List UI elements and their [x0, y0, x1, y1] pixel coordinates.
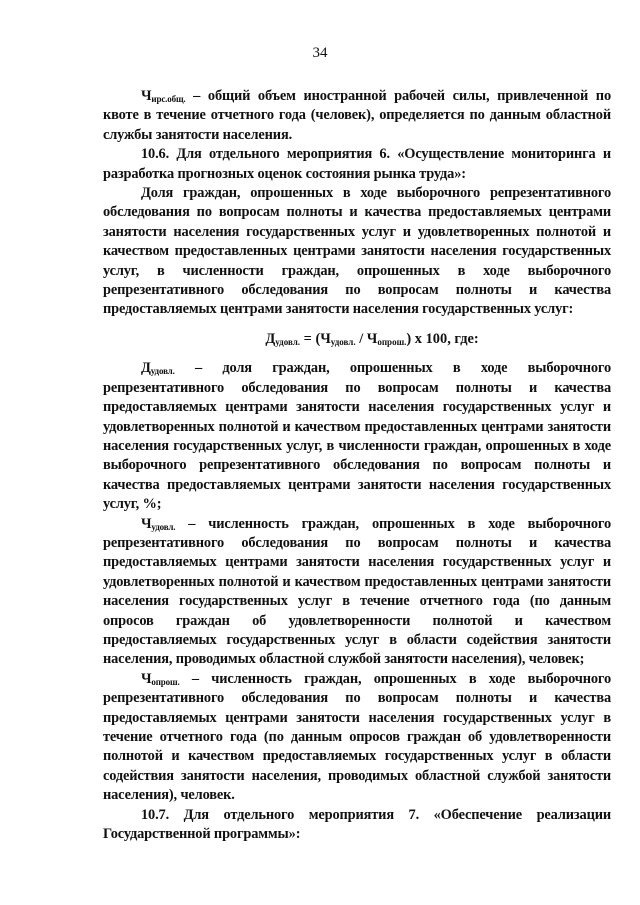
formula-eq-open: = (Ч: [300, 330, 331, 347]
paragraph-surveyed-count-definition: [103, 670, 611, 806]
term-subscript: удовл.: [151, 521, 176, 532]
paragraph-satisfied-count-definition: [103, 515, 611, 670]
term-symbol: Ч: [141, 88, 152, 104]
formula-slash: / Ч: [355, 330, 378, 347]
term-symbol: Д: [141, 360, 151, 377]
term-symbol: Ч: [141, 515, 152, 532]
paragraph-text: – общий объем иностранной рабочей силы, привлеченной по квоте в течение отчетного года (человек), определяется по данным областной службы занятости населения.: [103, 88, 611, 143]
formula: [103, 330, 611, 349]
term-symbol: Ч: [141, 670, 152, 687]
paragraph-share-definition: [103, 359, 611, 514]
page-number: 34: [312, 45, 328, 61]
document-body: [103, 87, 611, 844]
paragraph-section-10-6: 10.6. Для отдельного мероприятия 6. «Осуществление мониторинга и разработка прогнозных оценок состояния рынка труда»:: [103, 146, 611, 182]
formula-lhs-subscript: удовл.: [275, 336, 301, 347]
formula-denominator-subscript: опрош.: [377, 336, 407, 347]
formula-lhs-symbol: Д: [265, 330, 276, 347]
paragraph-section-10-7: 10.7. Для отдельного мероприятия 7. «Обеспечение реализации Государственной программы»:: [103, 806, 611, 843]
formula-numerator-subscript: удовл.: [330, 336, 356, 347]
formula-tail: ) х 100, где:: [406, 330, 479, 347]
paragraph-text: – доля граждан, опрошенных в ходе выборочного репрезентативного обследования по вопросам полноты и качества предоставляемых центрами занятости населения государственных услуг и удовлетворенных полнотой и качеством предоставленных центрами занятости населения государственных услуг, в численности граждан, опрошенных в ходе выборочного репрезентативного обследования по вопросам полноты и качества предоставляемых центрами занятости населения государственных услуг, %;: [103, 360, 611, 513]
paragraph-indicator-description: Доля граждан, опрошенных в ходе выборочного репрезентативного обследования по вопросам полноты и качества предоставляемых центрами занятости населения государственных услуг и удовлетворенных полнотой и качеством предоставленных центрами занятости населения государственных услуг, в численности граждан, опрошенных в ходе выборочного репрезентативного обследования по вопросам полноты и качества предоставляемых центрами занятости населения государственных услуг:: [103, 185, 611, 318]
term-subscript: удовл.: [150, 366, 175, 377]
term-subscript: опрош.: [151, 676, 180, 687]
paragraph-foreign-labor-definition: [103, 87, 611, 145]
term-subscript: ирс.общ.: [151, 94, 186, 104]
paragraph-text: – численность граждан, опрошенных в ходе выборочного репрезентативного обследования по вопросам полноты и качества предоставляемых центрами занятости населения государственных услуг и удовлетворенных полнотой и качеством предоставленных центрами занятости населения государственных услуг в течение отчетного года (по данным опросов граждан об удовлетворенности полнотой и качеством предоставляемых государственных услуг в области содействия занятости населения, проводимых областной службой занятости населения), человек;: [103, 515, 611, 668]
paragraph-text: – численность граждан, опрошенных в ходе выборочного репрезентативного обследования по вопросам полноты и качества предоставляемых центрами занятости населения государственных услуг в течение отчетного года (по данным опросов граждан об удовлетворенности полнотой и качеством предоставляемых государственных услуг в области содействия занятости населения, проводимых областной службой занятости населения), человек.: [103, 670, 611, 804]
